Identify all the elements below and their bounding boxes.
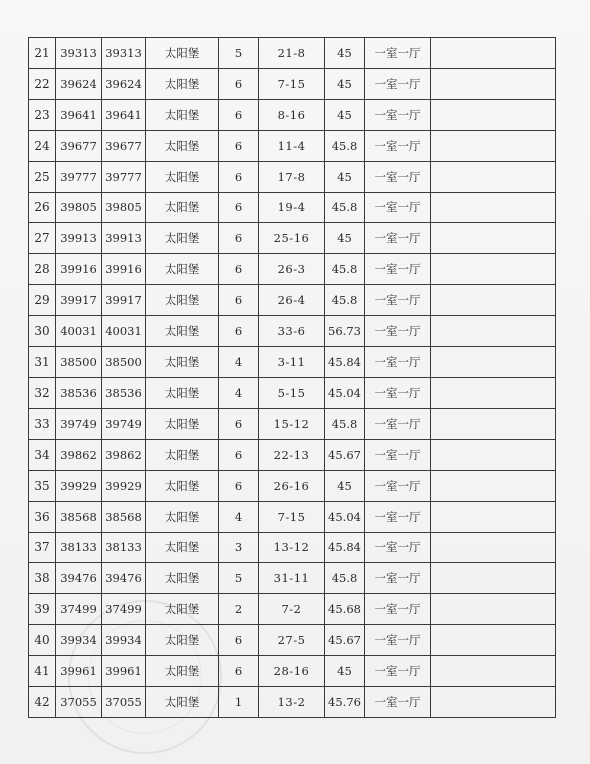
unit-number-cell: 17-8 bbox=[259, 161, 325, 192]
row-number-cell: 36 bbox=[29, 501, 56, 532]
floor-cell: 6 bbox=[219, 68, 259, 99]
unit-number-cell: 26-16 bbox=[259, 470, 325, 501]
remark-cell bbox=[431, 68, 556, 99]
row-number-cell: 32 bbox=[29, 377, 56, 408]
row-number-cell: 37 bbox=[29, 532, 56, 563]
community-name-cell: 太阳堡 bbox=[146, 192, 219, 223]
contract-code-cell: 37055 bbox=[102, 687, 146, 718]
remark-cell bbox=[431, 192, 556, 223]
property-code-cell: 39862 bbox=[56, 439, 102, 470]
property-code-cell: 39934 bbox=[56, 625, 102, 656]
unit-number-cell: 27-5 bbox=[259, 625, 325, 656]
table-row bbox=[29, 347, 556, 378]
remark-cell bbox=[431, 563, 556, 594]
remark-cell bbox=[431, 377, 556, 408]
area-cell: 45.04 bbox=[325, 501, 365, 532]
row-number-cell: 34 bbox=[29, 439, 56, 470]
remark-cell bbox=[431, 501, 556, 532]
contract-code-cell: 38568 bbox=[102, 501, 146, 532]
property-code-cell: 39916 bbox=[56, 254, 102, 285]
remark-cell bbox=[431, 687, 556, 718]
remark-cell bbox=[431, 408, 556, 439]
property-code-cell: 39313 bbox=[56, 38, 102, 69]
floor-cell: 4 bbox=[219, 347, 259, 378]
community-name-cell: 太阳堡 bbox=[146, 408, 219, 439]
row-number-cell: 21 bbox=[29, 38, 56, 69]
community-name-cell: 太阳堡 bbox=[146, 285, 219, 316]
remark-cell bbox=[431, 470, 556, 501]
row-number-cell: 30 bbox=[29, 316, 56, 347]
area-cell: 45 bbox=[325, 161, 365, 192]
contract-code-cell: 38500 bbox=[102, 347, 146, 378]
property-code-cell: 38568 bbox=[56, 501, 102, 532]
unit-number-cell: 19-4 bbox=[259, 192, 325, 223]
layout-cell: 一室一厅 bbox=[365, 223, 431, 254]
property-code-cell: 38133 bbox=[56, 532, 102, 563]
table-row bbox=[29, 99, 556, 130]
layout-cell: 一室一厅 bbox=[365, 532, 431, 563]
floor-cell: 6 bbox=[219, 192, 259, 223]
row-number-cell: 26 bbox=[29, 192, 56, 223]
row-number-cell: 28 bbox=[29, 254, 56, 285]
floor-cell: 6 bbox=[219, 470, 259, 501]
property-code-cell: 39624 bbox=[56, 68, 102, 99]
contract-code-cell: 39917 bbox=[102, 285, 146, 316]
floor-cell: 6 bbox=[219, 254, 259, 285]
layout-cell: 一室一厅 bbox=[365, 470, 431, 501]
table-row bbox=[29, 501, 556, 532]
property-code-cell: 38536 bbox=[56, 377, 102, 408]
community-name-cell: 太阳堡 bbox=[146, 377, 219, 408]
unit-number-cell: 11-4 bbox=[259, 130, 325, 161]
property-code-cell: 39476 bbox=[56, 563, 102, 594]
community-name-cell: 太阳堡 bbox=[146, 130, 219, 161]
table-row bbox=[29, 625, 556, 656]
row-number-cell: 42 bbox=[29, 687, 56, 718]
row-number-cell: 27 bbox=[29, 223, 56, 254]
layout-cell: 一室一厅 bbox=[365, 501, 431, 532]
area-cell: 45 bbox=[325, 223, 365, 254]
area-cell: 45.04 bbox=[325, 377, 365, 408]
remark-cell bbox=[431, 656, 556, 687]
contract-code-cell: 38133 bbox=[102, 532, 146, 563]
floor-cell: 2 bbox=[219, 594, 259, 625]
layout-cell: 一室一厅 bbox=[365, 377, 431, 408]
remark-cell bbox=[431, 439, 556, 470]
community-name-cell: 太阳堡 bbox=[146, 470, 219, 501]
floor-cell: 6 bbox=[219, 285, 259, 316]
remark-cell bbox=[431, 347, 556, 378]
community-name-cell: 太阳堡 bbox=[146, 501, 219, 532]
area-cell: 56.73 bbox=[325, 316, 365, 347]
table-row bbox=[29, 563, 556, 594]
layout-cell: 一室一厅 bbox=[365, 68, 431, 99]
area-cell: 45.84 bbox=[325, 347, 365, 378]
table-row bbox=[29, 38, 556, 69]
remark-cell bbox=[431, 130, 556, 161]
area-cell: 45.8 bbox=[325, 130, 365, 161]
area-cell: 45.8 bbox=[325, 285, 365, 316]
unit-number-cell: 7-15 bbox=[259, 68, 325, 99]
floor-cell: 6 bbox=[219, 316, 259, 347]
contract-code-cell: 39677 bbox=[102, 130, 146, 161]
table-row bbox=[29, 285, 556, 316]
area-cell: 45.67 bbox=[325, 439, 365, 470]
row-number-cell: 40 bbox=[29, 625, 56, 656]
unit-number-cell: 3-11 bbox=[259, 347, 325, 378]
floor-cell: 3 bbox=[219, 532, 259, 563]
property-code-cell: 38500 bbox=[56, 347, 102, 378]
community-name-cell: 太阳堡 bbox=[146, 594, 219, 625]
area-cell: 45 bbox=[325, 68, 365, 99]
contract-code-cell: 39624 bbox=[102, 68, 146, 99]
unit-number-cell: 7-2 bbox=[259, 594, 325, 625]
floor-cell: 5 bbox=[219, 38, 259, 69]
property-code-cell: 37499 bbox=[56, 594, 102, 625]
community-name-cell: 太阳堡 bbox=[146, 99, 219, 130]
remark-cell bbox=[431, 38, 556, 69]
table-row bbox=[29, 594, 556, 625]
layout-cell: 一室一厅 bbox=[365, 38, 431, 69]
table-row bbox=[29, 161, 556, 192]
layout-cell: 一室一厅 bbox=[365, 254, 431, 285]
contract-code-cell: 39476 bbox=[102, 563, 146, 594]
remark-cell bbox=[431, 254, 556, 285]
layout-cell: 一室一厅 bbox=[365, 99, 431, 130]
floor-cell: 6 bbox=[219, 223, 259, 254]
layout-cell: 一室一厅 bbox=[365, 408, 431, 439]
contract-code-cell: 40031 bbox=[102, 316, 146, 347]
floor-cell: 4 bbox=[219, 501, 259, 532]
unit-number-cell: 26-3 bbox=[259, 254, 325, 285]
unit-number-cell: 15-12 bbox=[259, 408, 325, 439]
floor-cell: 4 bbox=[219, 377, 259, 408]
community-name-cell: 太阳堡 bbox=[146, 316, 219, 347]
floor-cell: 6 bbox=[219, 408, 259, 439]
table-row bbox=[29, 130, 556, 161]
community-name-cell: 太阳堡 bbox=[146, 254, 219, 285]
row-number-cell: 31 bbox=[29, 347, 56, 378]
contract-code-cell: 39961 bbox=[102, 656, 146, 687]
area-cell: 45 bbox=[325, 470, 365, 501]
remark-cell bbox=[431, 594, 556, 625]
community-name-cell: 太阳堡 bbox=[146, 687, 219, 718]
layout-cell: 一室一厅 bbox=[365, 563, 431, 594]
community-name-cell: 太阳堡 bbox=[146, 68, 219, 99]
row-number-cell: 22 bbox=[29, 68, 56, 99]
table-row bbox=[29, 408, 556, 439]
unit-number-cell: 8-16 bbox=[259, 99, 325, 130]
floor-cell: 6 bbox=[219, 130, 259, 161]
contract-code-cell: 39916 bbox=[102, 254, 146, 285]
contract-code-cell: 39929 bbox=[102, 470, 146, 501]
row-number-cell: 38 bbox=[29, 563, 56, 594]
community-name-cell: 太阳堡 bbox=[146, 161, 219, 192]
layout-cell: 一室一厅 bbox=[365, 625, 431, 656]
row-number-cell: 41 bbox=[29, 656, 56, 687]
remark-cell bbox=[431, 625, 556, 656]
layout-cell: 一室一厅 bbox=[365, 347, 431, 378]
table-row bbox=[29, 223, 556, 254]
unit-number-cell: 13-12 bbox=[259, 532, 325, 563]
table-row bbox=[29, 470, 556, 501]
area-cell: 45.84 bbox=[325, 532, 365, 563]
contract-code-cell: 39913 bbox=[102, 223, 146, 254]
table-row bbox=[29, 377, 556, 408]
community-name-cell: 太阳堡 bbox=[146, 625, 219, 656]
contract-code-cell: 39805 bbox=[102, 192, 146, 223]
area-cell: 45.8 bbox=[325, 254, 365, 285]
community-name-cell: 太阳堡 bbox=[146, 532, 219, 563]
layout-cell: 一室一厅 bbox=[365, 594, 431, 625]
layout-cell: 一室一厅 bbox=[365, 687, 431, 718]
table-row bbox=[29, 68, 556, 99]
row-number-cell: 35 bbox=[29, 470, 56, 501]
row-number-cell: 25 bbox=[29, 161, 56, 192]
community-name-cell: 太阳堡 bbox=[146, 347, 219, 378]
remark-cell bbox=[431, 161, 556, 192]
unit-number-cell: 25-16 bbox=[259, 223, 325, 254]
unit-number-cell: 33-6 bbox=[259, 316, 325, 347]
area-cell: 45.76 bbox=[325, 687, 365, 718]
layout-cell: 一室一厅 bbox=[365, 656, 431, 687]
property-code-cell: 40031 bbox=[56, 316, 102, 347]
floor-cell: 6 bbox=[219, 625, 259, 656]
layout-cell: 一室一厅 bbox=[365, 192, 431, 223]
layout-cell: 一室一厅 bbox=[365, 285, 431, 316]
layout-cell: 一室一厅 bbox=[365, 439, 431, 470]
table-row bbox=[29, 254, 556, 285]
area-cell: 45.8 bbox=[325, 563, 365, 594]
area-cell: 45.8 bbox=[325, 408, 365, 439]
contract-code-cell: 39934 bbox=[102, 625, 146, 656]
contract-code-cell: 39313 bbox=[102, 38, 146, 69]
row-number-cell: 24 bbox=[29, 130, 56, 161]
unit-number-cell: 7-15 bbox=[259, 501, 325, 532]
remark-cell bbox=[431, 316, 556, 347]
unit-number-cell: 21-8 bbox=[259, 38, 325, 69]
table-row bbox=[29, 532, 556, 563]
property-code-cell: 39749 bbox=[56, 408, 102, 439]
property-code-cell: 39917 bbox=[56, 285, 102, 316]
floor-cell: 6 bbox=[219, 161, 259, 192]
table-row bbox=[29, 316, 556, 347]
unit-number-cell: 31-11 bbox=[259, 563, 325, 594]
unit-number-cell: 13-2 bbox=[259, 687, 325, 718]
remark-cell bbox=[431, 223, 556, 254]
layout-cell: 一室一厅 bbox=[365, 161, 431, 192]
contract-code-cell: 39641 bbox=[102, 99, 146, 130]
table-body bbox=[29, 38, 556, 718]
property-code-cell: 37055 bbox=[56, 687, 102, 718]
layout-cell: 一室一厅 bbox=[365, 316, 431, 347]
property-code-cell: 39777 bbox=[56, 161, 102, 192]
area-cell: 45.8 bbox=[325, 192, 365, 223]
contract-code-cell: 39777 bbox=[102, 161, 146, 192]
floor-cell: 6 bbox=[219, 439, 259, 470]
property-code-cell: 39805 bbox=[56, 192, 102, 223]
floor-cell: 5 bbox=[219, 563, 259, 594]
community-name-cell: 太阳堡 bbox=[146, 223, 219, 254]
area-cell: 45.68 bbox=[325, 594, 365, 625]
table-row bbox=[29, 687, 556, 718]
unit-number-cell: 28-16 bbox=[259, 656, 325, 687]
floor-cell: 6 bbox=[219, 99, 259, 130]
row-number-cell: 29 bbox=[29, 285, 56, 316]
property-code-cell: 39929 bbox=[56, 470, 102, 501]
remark-cell bbox=[431, 285, 556, 316]
housing-listing-table bbox=[28, 37, 556, 718]
area-cell: 45 bbox=[325, 656, 365, 687]
layout-cell: 一室一厅 bbox=[365, 130, 431, 161]
unit-number-cell: 5-15 bbox=[259, 377, 325, 408]
contract-code-cell: 39749 bbox=[102, 408, 146, 439]
community-name-cell: 太阳堡 bbox=[146, 656, 219, 687]
floor-cell: 1 bbox=[219, 687, 259, 718]
contract-code-cell: 37499 bbox=[102, 594, 146, 625]
area-cell: 45.67 bbox=[325, 625, 365, 656]
community-name-cell: 太阳堡 bbox=[146, 439, 219, 470]
contract-code-cell: 39862 bbox=[102, 439, 146, 470]
floor-cell: 6 bbox=[219, 656, 259, 687]
table-row bbox=[29, 656, 556, 687]
row-number-cell: 39 bbox=[29, 594, 56, 625]
row-number-cell: 23 bbox=[29, 99, 56, 130]
remark-cell bbox=[431, 532, 556, 563]
unit-number-cell: 22-13 bbox=[259, 439, 325, 470]
contract-code-cell: 38536 bbox=[102, 377, 146, 408]
property-code-cell: 39961 bbox=[56, 656, 102, 687]
community-name-cell: 太阳堡 bbox=[146, 38, 219, 69]
table-row bbox=[29, 192, 556, 223]
remark-cell bbox=[431, 99, 556, 130]
row-number-cell: 33 bbox=[29, 408, 56, 439]
community-name-cell: 太阳堡 bbox=[146, 563, 219, 594]
property-code-cell: 39677 bbox=[56, 130, 102, 161]
property-code-cell: 39913 bbox=[56, 223, 102, 254]
table-row bbox=[29, 439, 556, 470]
property-code-cell: 39641 bbox=[56, 99, 102, 130]
unit-number-cell: 26-4 bbox=[259, 285, 325, 316]
area-cell: 45 bbox=[325, 38, 365, 69]
area-cell: 45 bbox=[325, 99, 365, 130]
